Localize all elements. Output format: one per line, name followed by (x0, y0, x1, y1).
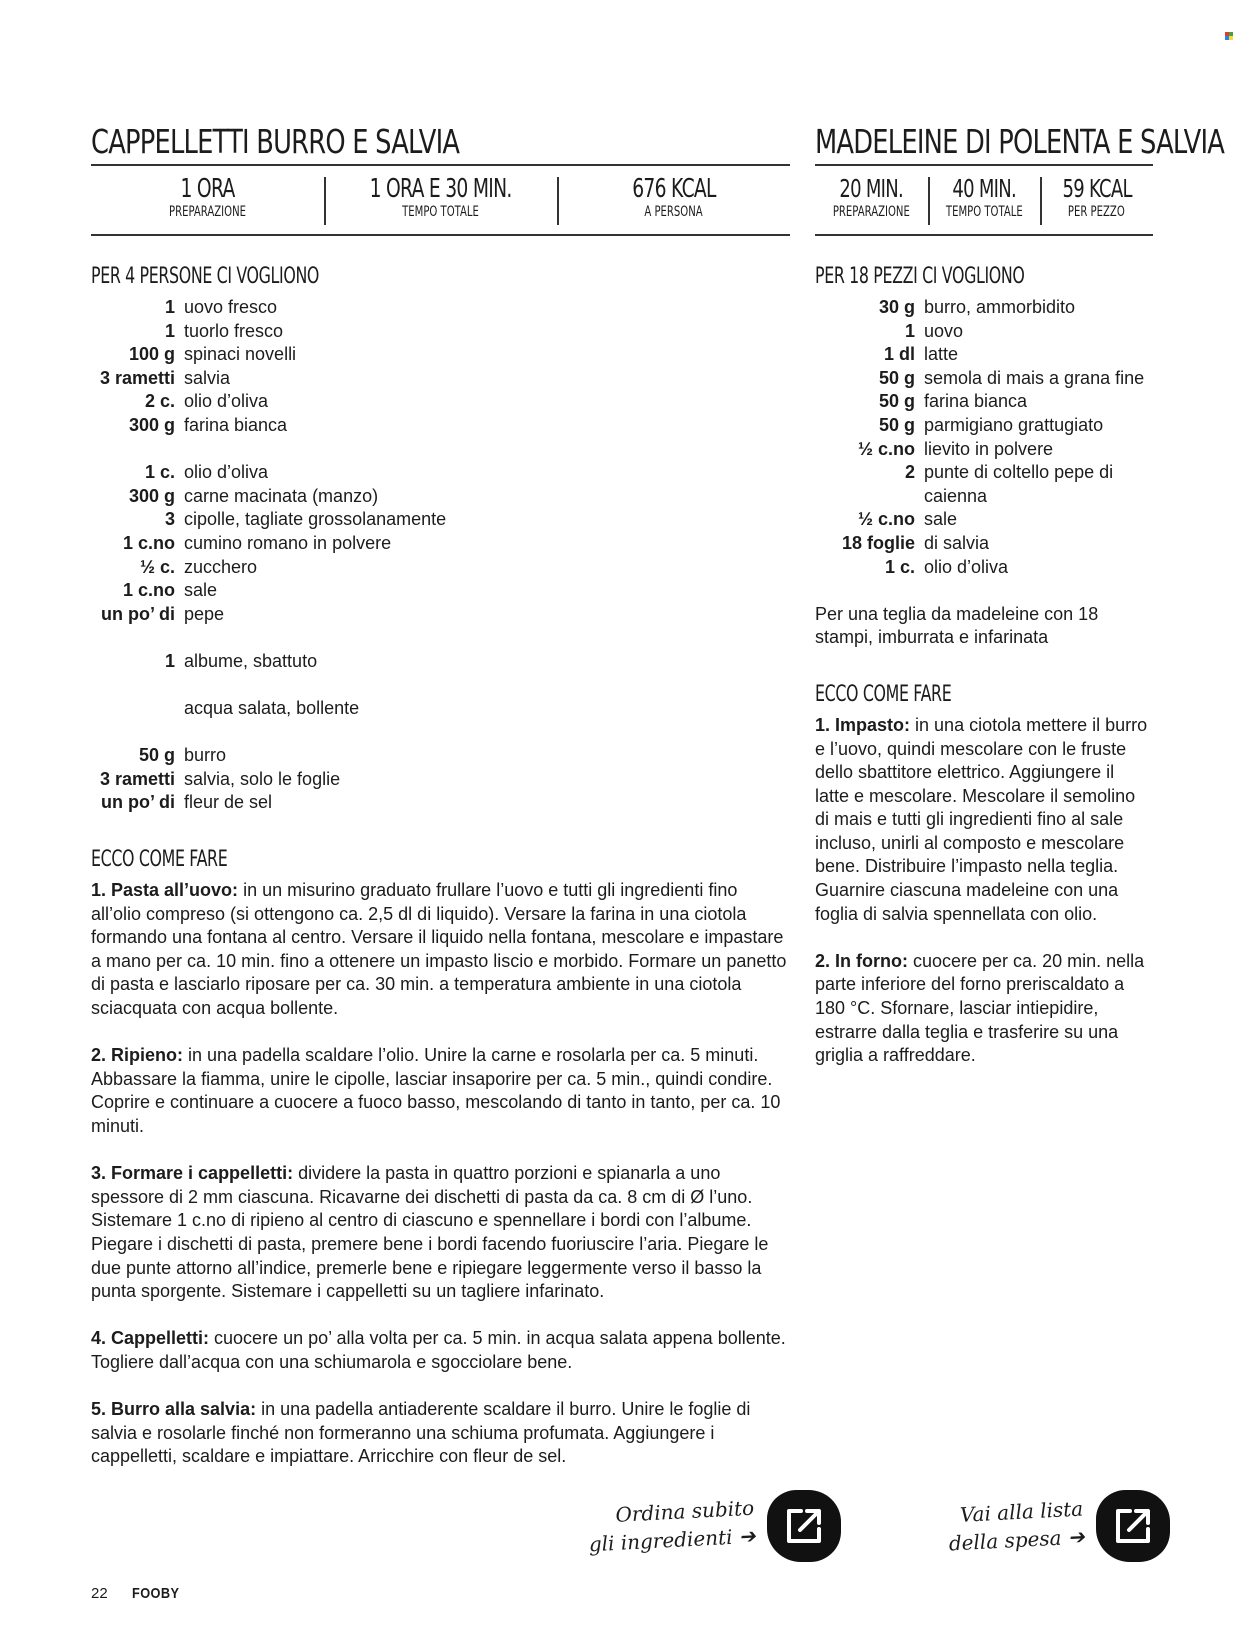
ingredient-name: farina bianca (184, 414, 288, 435)
recipe-stats (815, 164, 1153, 236)
ingredient-name: farina bianca (924, 391, 1028, 412)
ingredient-quantity: 1 c. (144, 462, 175, 483)
stat-label: TEMPO TOTALE (945, 204, 1023, 220)
ingredient-name: sale (184, 580, 218, 601)
method-step (91, 1162, 790, 1304)
stat-value: 676 KCAL (631, 174, 716, 204)
ingredient-quantity: 1 dl (883, 344, 915, 365)
ingredient-name: semola di mais a grana fine (924, 367, 1145, 388)
ingredient-quantity: un po’ di (101, 792, 175, 813)
ingredient-quantity: 1 (164, 297, 175, 317)
ingredient-quantity: 1 c.no (122, 532, 175, 553)
cta-line: della spesa ➔ (948, 1524, 1086, 1556)
stat-label: TEMPO TOTALE (402, 204, 479, 220)
ingredient-row (91, 320, 790, 344)
method-step (91, 1398, 790, 1469)
step-title: 2. In forno: (815, 950, 908, 971)
ingredients-list (91, 296, 790, 815)
ingredient-quantity: 2 c. (144, 391, 175, 412)
ingredient-quantity: ½ c.no (857, 509, 915, 530)
ingredient-row (815, 508, 1153, 532)
ingredient-quantity: 1 (164, 650, 175, 671)
ingredient-name: olio d’oliva (184, 462, 269, 483)
stat-calories (557, 166, 790, 234)
external-link-icon[interactable] (767, 1490, 841, 1562)
ingredient-row (815, 532, 1153, 556)
ingredient-name: sale (924, 509, 958, 530)
ingredient-row (815, 390, 1153, 414)
ingredient-row (91, 296, 790, 320)
step-text: cuocere per ca. 20 min. nella parte inferiore del forno preriscaldato a 180 °C. Sfornare, lasciar intiepidire, estrarre dalla teglia e trasferire su una griglia a raffreddare. (815, 950, 1145, 1066)
step-text: in una padella scaldare l’olio. Unire la carne e rosolarla per ca. 5 minuti. Abbassare la fiamma, unire le cipolle, lasciar insaporire per ca. 5 min., quindi condire. Coprire e continuare a cuocere a fuoco basso, mescolando di tanto in tanto, per ca. 10 minuti. (91, 1045, 781, 1136)
ingredient-quantity: 50 g (878, 391, 915, 412)
ingredient-quantity: 50 g (878, 414, 915, 435)
step-title: 5. Burro alla salvia: (91, 1399, 257, 1420)
cta-text (947, 1494, 1086, 1557)
recipe-madeleine (815, 120, 1225, 1091)
ingredient-name: latte (924, 344, 959, 365)
ingredient-name: lievito in polvere (924, 438, 1054, 459)
step-text: cuocere un po’ alla volta per ca. 5 min. in acqua salata appena bollente. Togliere dall’acqua con una schiumarola e sgocciolare bene. (91, 1328, 786, 1372)
ingredient-row (815, 414, 1153, 438)
stat-calories (1040, 166, 1153, 234)
brand-logo: FOOBY (131, 1585, 180, 1602)
stat-preparation (815, 166, 928, 234)
ingredient-name: cipolle, tagliate grossolanamente (184, 509, 447, 530)
step-text: in una ciotola mettere il burro e l’uovo, quindi mescolare con le fruste dello sbattitore elettrico. Aggiungere il latte e mescolare. Mescolare il semolino di mais e tutti gli ingredienti fino al sale incluso, unirli al composto e mescolare bene. Distribuire l’impasto nella teglia. Guarnire ciascuna madeleine con una foglia di salvia spennellata con olio. (815, 714, 1148, 924)
ingredient-name: burro, ammorbidito (924, 297, 1076, 317)
ingredient-row (91, 768, 790, 792)
stat-value: 59 KCAL (1062, 174, 1132, 203)
stat-value: 20 MIN. (839, 174, 904, 203)
ingredients-heading: PER 18 PEZZI CI VOGLIONO (815, 264, 1025, 289)
step-text: dividere la pasta in quattro porzioni e spianarla a uno spessore di 2 mm ciascuna. Ricavarne dei dischetti di pasta da ca. 8 cm di Ø l’uno. Sistemare 1 c.no di ripieno al centro di ciascuno e spennellare i bordi con l’albume. Piegare i dischetti di pasta, premere bene i bordi facendo fuoriuscire l’aria. Piegare le due punte attorno all’indice, premerle bene e ripiegare leggermente verso il basso la punta sporgente. Sistemare i cappelletti su un tagliere infarinato. (91, 1163, 769, 1302)
ingredient-quantity: 3 rametti (99, 367, 175, 388)
method-step (815, 714, 1153, 926)
ingredient-name: burro (184, 745, 227, 766)
method-step (91, 1327, 790, 1374)
step-title: 2. Ripieno: (91, 1045, 184, 1066)
ingredient-name: uovo (924, 320, 964, 341)
ingredient-row (91, 744, 790, 768)
ingredient-row (91, 414, 790, 438)
ingredient-quantity: 3 rametti (99, 768, 175, 789)
ingredient-name: spinaci novelli (184, 344, 297, 365)
ingredient-name: albume, sbattuto (184, 650, 318, 671)
stat-total-time (928, 166, 1041, 234)
ingredient-quantity: 50 g (878, 367, 915, 388)
ingredient-name: olio d’oliva (924, 556, 1009, 577)
stat-preparation (91, 166, 324, 234)
ingredient-name: cumino romano in polvere (184, 532, 392, 553)
ingredient-row (91, 508, 790, 532)
stat-label: PREPARAZIONE (169, 204, 246, 220)
ingredient-quantity: 50 g (138, 745, 175, 766)
ingredient-row (91, 603, 790, 627)
method-step (815, 950, 1153, 1068)
page-number: 22 (91, 1585, 108, 1602)
color-mark-icon (1225, 32, 1233, 40)
equipment-note: Per una teglia da madeleine con 18 stampi, imburrata e infarinata (815, 603, 1099, 648)
recipe-cappelletti (91, 120, 790, 1493)
step-title: 3. Formare i cappelletti: (91, 1163, 294, 1184)
method-heading: ECCO COME FARE (815, 681, 952, 707)
method-step (91, 1044, 790, 1138)
ingredient-row (815, 438, 1153, 462)
ingredient-row (91, 367, 790, 391)
ingredient-quantity: ½ c.no (857, 438, 915, 459)
ingredient-row (815, 556, 1153, 580)
ingredient-name: parmigiano grattugiato (924, 414, 1104, 435)
method-heading: ECCO COME FARE (91, 847, 228, 873)
ingredient-row (815, 343, 1153, 367)
ingredient-name: olio d’oliva (184, 391, 269, 412)
ingredient-row (91, 461, 790, 485)
method-steps (815, 714, 1153, 1068)
ingredients-list (815, 296, 1153, 579)
ingredient-name: fleur de sel (184, 792, 273, 813)
ingredient-quantity: 2 (904, 462, 915, 483)
ingredient-quantity: 300 g (128, 485, 175, 506)
ingredient-row (91, 390, 790, 414)
cta-line: Vai alla lista (959, 1496, 1084, 1527)
ingredient-name: acqua salata, bollente (184, 698, 360, 719)
cta-text (587, 1494, 757, 1559)
ingredient-name: punte di coltello pepe di caienna (924, 462, 1114, 506)
step-text: in una padella antiaderente scaldare il burro. Unire le foglie di salvia e rosolarle finché non formeranno una schiuma profumata. Aggiungere i cappelletti, scaldare e impiattare. Arricchire con fleur de sel. (91, 1399, 751, 1467)
stat-label: PER PEZZO (1068, 204, 1126, 220)
ingredient-quantity: 1 (904, 320, 915, 341)
ingredients-heading: PER 4 PERSONE CI VOGLIONO (91, 264, 320, 289)
ingredient-quantity: 18 foglie (841, 532, 915, 553)
stat-total-time (324, 166, 557, 234)
order-ingredients-link[interactable] (588, 1490, 841, 1562)
method-step (91, 879, 790, 1021)
ingredient-quantity: un po’ di (101, 603, 175, 624)
page-footer (91, 1585, 188, 1602)
ingredient-name: salvia (184, 367, 231, 388)
ingredient-name: pepe (184, 603, 225, 624)
ingredient-name: salvia, solo le foglie (184, 768, 341, 789)
ingredient-row (815, 461, 1153, 508)
stat-value: 40 MIN. (952, 174, 1016, 203)
ingredient-row (91, 343, 790, 367)
step-title: 1. Impasto: (815, 714, 911, 735)
stat-label: A PERSONA (644, 204, 703, 220)
stat-label: PREPARAZIONE (832, 204, 910, 220)
step-title: 1. Pasta all’uovo: (91, 880, 239, 901)
ingredient-quantity (91, 697, 184, 721)
ingredient-row (815, 320, 1153, 344)
method-steps (91, 879, 790, 1469)
recipe-title: MADELEINE DI POLENTA E SALVIA (815, 122, 1225, 161)
stat-value: 1 ORA (180, 174, 235, 204)
stat-value: 1 ORA E 30 MIN. (369, 174, 512, 204)
ingredient-quantity: 30 g (878, 297, 915, 317)
ingredient-row (815, 296, 1153, 320)
shopping-list-link[interactable] (948, 1490, 1170, 1562)
ingredient-quantity: 1 c.no (122, 580, 175, 601)
cta-line: Ordina subito (614, 1495, 755, 1527)
recipe-title: CAPPELLETTI BURRO E SALVIA (91, 122, 460, 161)
ingredient-row (91, 697, 790, 721)
ingredient-quantity: 100 g (128, 344, 175, 365)
cta-line: gli ingredienti ➔ (588, 1523, 757, 1557)
ingredient-name: zucchero (184, 556, 258, 577)
ingredient-quantity: 1 (164, 320, 175, 341)
ingredient-row (91, 532, 790, 556)
recipe-stats (91, 164, 790, 236)
external-link-icon[interactable] (1096, 1490, 1170, 1562)
ingredient-name: uovo fresco (184, 297, 278, 317)
ingredient-name: carne macinata (manzo) (184, 485, 379, 506)
ingredient-name: di salvia (924, 532, 990, 553)
ingredient-row (91, 556, 790, 580)
ingredient-name: tuorlo fresco (184, 320, 284, 341)
step-title: 4. Cappelletti: (91, 1328, 210, 1349)
step-text: in un misurino graduato frullare l’uovo e tutti gli ingredienti fino all’olio compreso (si ottengono ca. 2,5 dl di liquido). Versare la farina in una ciotola formando una fontana al centro. Versare il liquido nella fontana, mescolare e impastare a mano per ca. 10 min. fino a ottenere un impasto liscio e morbido. Formare un panetto di pasta e lasciarlo riposare per ca. 30 min. a temperatura ambiente in una ciotola sciacquata con acqua bollente. (91, 880, 787, 1019)
ingredient-quantity: 3 (164, 509, 175, 530)
ingredient-quantity: ½ c. (139, 556, 175, 577)
ingredient-row (91, 791, 790, 815)
ingredient-row (91, 485, 790, 509)
ingredient-quantity: 300 g (128, 414, 175, 435)
ingredient-row (91, 579, 790, 603)
ingredient-row (815, 367, 1153, 391)
ingredient-quantity: 1 c. (884, 556, 915, 577)
ingredient-row (91, 650, 790, 674)
